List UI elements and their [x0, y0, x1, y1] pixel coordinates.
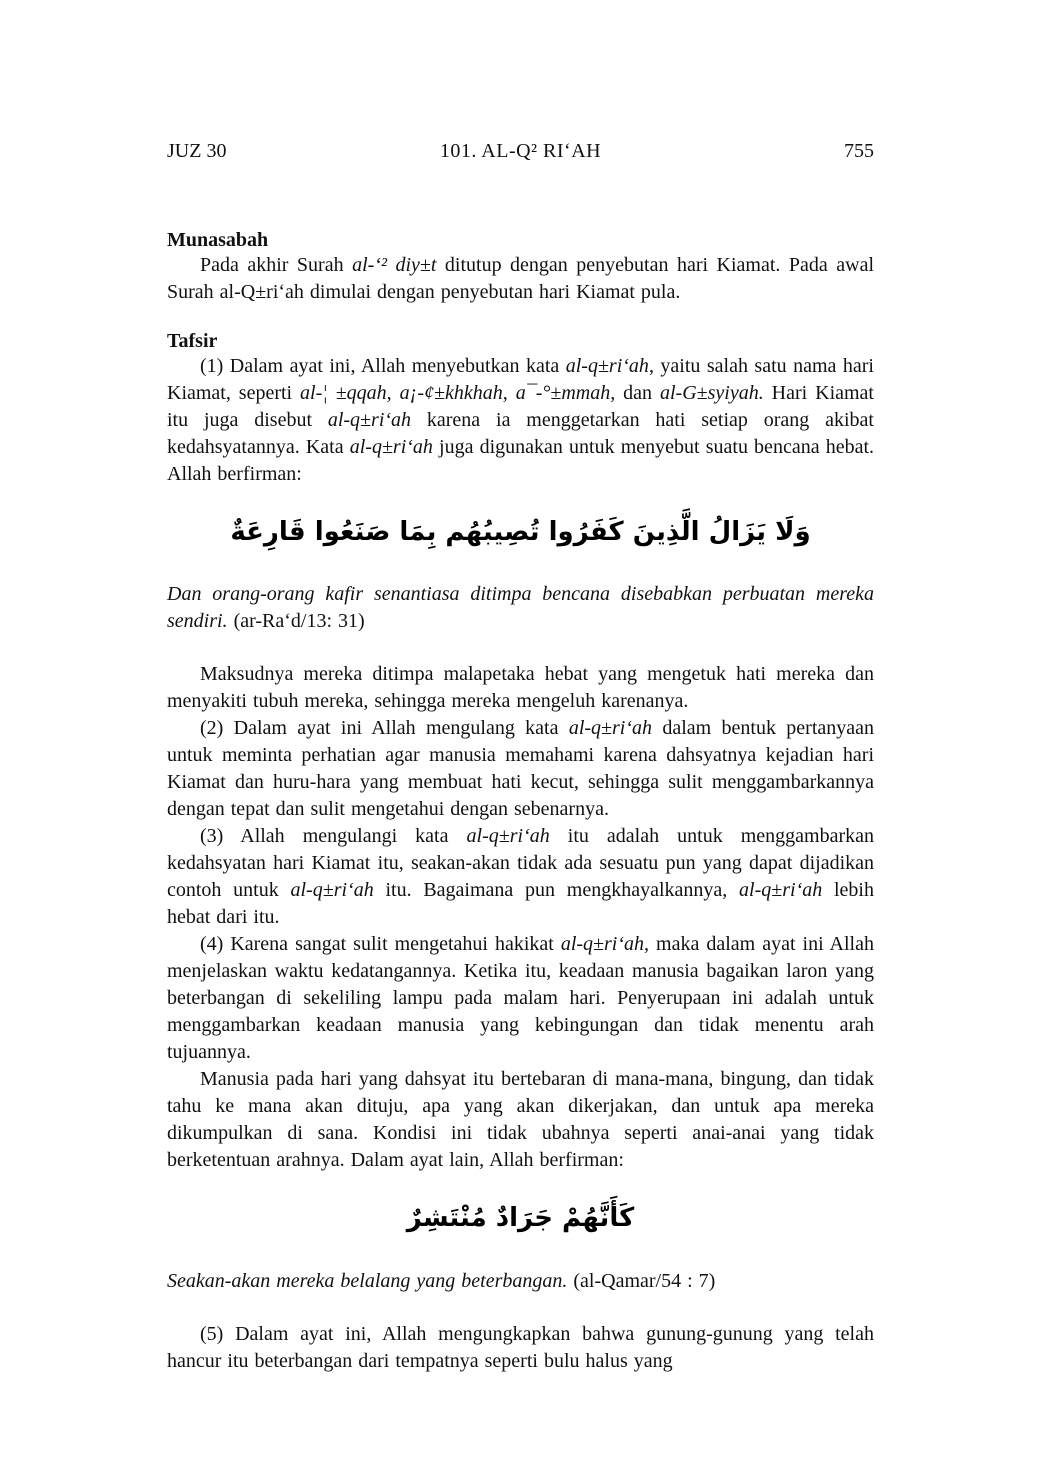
tafsir-paragraph-4: (3) Allah mengulangi kata al-q±ri‘ah itu adalah untuk menggambarkan kedahsyatan hari Kiamat itu, seakan-akan tidak ada sesuatu pun yang dapat dijadikan contoh untuk al-q±ri‘ah itu. Bagaimana pun mengkhayalkannya, al-q±ri‘ah lebih hebat dari itu. [167, 825, 875, 929]
tafsir-paragraph-1: (1) Dalam ayat ini, Allah menyebutkan kata al-q±ri‘ah, yaitu salah satu nama hari Kiamat, seperti al-¦ ±qqah, a¡-¢±khkhah, a¯-°±mmah, dan al-G±syiyah. Hari Kiamat itu juga disebut al-q±ri‘ah karena ia menggetarkan hati setiap orang akibat kedahsyatannya. Kata al-q±ri‘ah juga digunakan untuk menyebut suatu bencana hebat. Allah berfirman: [167, 355, 875, 485]
tafsir-paragraph-5: (4) Karena sangat sulit mengetahui hakikat al-q±ri‘ah, maka dalam ayat ini Allah menjelaskan waktu kedatangannya. Ketika itu, keadaan manusia bagaikan laron yang beterbangan di sekeliling lampu pada malam hari. Penyerupaan ini adalah untuk menggambarkan keadaan manusia yang kebingungan dan tidak menentu arah tujuannya. [167, 933, 874, 1064]
verse-translation-1: Dan orang-orang kafir senantiasa ditimpa bencana disebabkan perbuatan mereka sendiri. (ar-Ra‘d/13: 31) [167, 583, 874, 633]
surah-title: 101. AL-Q² RI‘AH [439, 140, 602, 162]
tafsir-paragraph-6: Manusia pada hari yang dahsyat itu bertebaran di mana-mana, bingung, dan tidak tahu ke mana akan dituju, apa yang akan dikerjakan, dan untuk apa mereka dikumpulkan di sana. Kondisi ini tidak ubahnya seperti anai-anai yang tidak berketentuan arahnya. Dalam ayat lain, Allah berfirman: [167, 1068, 874, 1172]
page-header [167, 140, 874, 163]
tafsir-paragraph-3: (2) Dalam ayat ini Allah mengulang kata al-q±ri‘ah dalam bentuk pertanyaan untuk meminta perhatian agar manusia memahami karena dahsyatnya kejadian hari Kiamat dan huru-hara yang membuat hati kecut, sehingga sulit menggambarkannya dengan tepat dan sulit mengetahui dengan sebenarnya. [167, 717, 875, 821]
juz-label: JUZ 30 [167, 140, 227, 162]
verse-translation-2: Seakan-akan mereka belalang yang beterbangan. (al-Qamar/54 : 7) [167, 1269, 716, 1292]
page-number: 755 [844, 140, 874, 162]
tafsir-heading: Tafsir [167, 330, 218, 352]
munasabah-paragraph: Pada akhir Surah al-‘² diy±t ditutup dengan penyebutan hari Kiamat. Pada awal Surah al-Q±ri‘ah dimulai dengan penyebutan hari Kiamat pula. [167, 254, 875, 303]
tafsir-paragraph-2: Maksudnya mereka ditimpa malapetaka hebat yang mengetuk hati mereka dan menyakiti tubuh mereka, sehingga mereka mengeluh karenanya. [167, 663, 874, 713]
arabic-verse-1: وَلَا يَزَالُ الَّذِينَ كَفَرُوا تُصِيبُهُم بِمَا صَنَعُوا قَارِعَةٌ [230, 517, 811, 547]
munasabah-heading: Munasabah [167, 229, 269, 251]
tafsir-paragraph-7: (5) Dalam ayat ini, Allah mengungkapkan bahwa gunung-gunung yang telah hancur itu beterbangan dari tempatnya seperti bulu halus yang [167, 1322, 874, 1372]
arabic-verse-2: كَأَنَّهُمْ جَرَادٌ مُنْتَشِرٌ [406, 1203, 635, 1234]
